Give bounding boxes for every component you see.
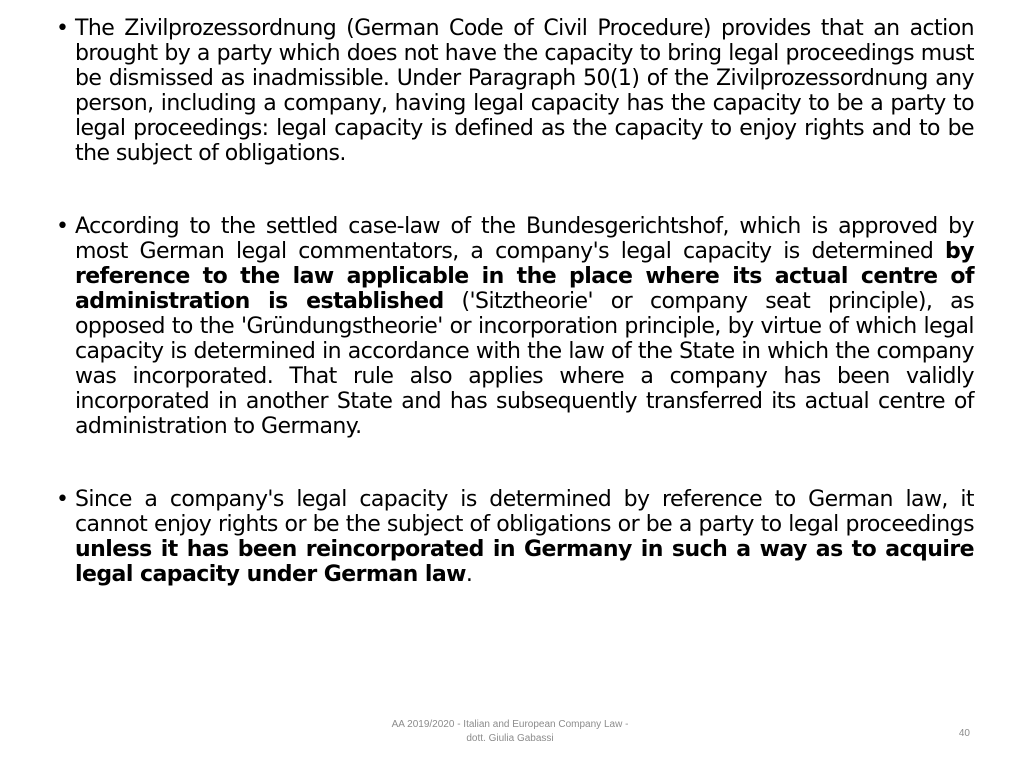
bullet-reincorporation — [56, 487, 974, 587]
bullet-zivilprozessordnung — [56, 16, 974, 166]
footer-line-2: dott. Giulia Gabassi — [466, 733, 554, 744]
bullet-emphasis: unless it has been reincorporated in Germany in such a way as to acquire legal capacity under German law — [75, 537, 974, 587]
bullet-text: The Zivilprozessordnung (German Code of Civil Procedure) provides that an action brought by a party which does not have the capacity to bring legal proceedings must be dismissed as inadmissible. Under Paragraph 50(1) of the Zivilprozessordnung any person, including a company, having legal capacity has the capacity to be a party to legal proceedings: legal capacity is defined as the capacity to enjoy rights and to be the subject of obligations. — [75, 16, 974, 166]
bullet-text: According to the settled case-law of the Bundesgerichtshof, which is approved by most German legal commentators, a company's legal capacity is determined — [75, 214, 974, 264]
bullet-list — [56, 16, 974, 587]
bullet-text: . — [465, 562, 473, 587]
bullet-emphasis: by reference to the law applicable in the place where its actual centre of administration is established — [75, 239, 974, 314]
footer-line-1: AA 2019/2020 - Italian and European Company Law - — [391, 719, 629, 730]
bullet-text: Since a company's legal capacity is determined by reference to German law, it cannot enjoy rights or be the subject of obligations or be a party to legal proceedings — [75, 487, 974, 537]
bullet-text: ('Sitztheorie' or company seat principle), as opposed to the 'Gründungstheorie' or incorporation principle, by virtue of which legal capacity is determined in accordance with the law of the State in which the company was incorporated. That rule also applies where a company has been validly incorporated in another State and has subsequently transferred its actual centre of administration to Germany. — [75, 289, 974, 439]
footer-course-info — [360, 718, 660, 746]
slide-number: 40 — [958, 728, 970, 739]
bullet-sitztheorie — [56, 214, 974, 439]
